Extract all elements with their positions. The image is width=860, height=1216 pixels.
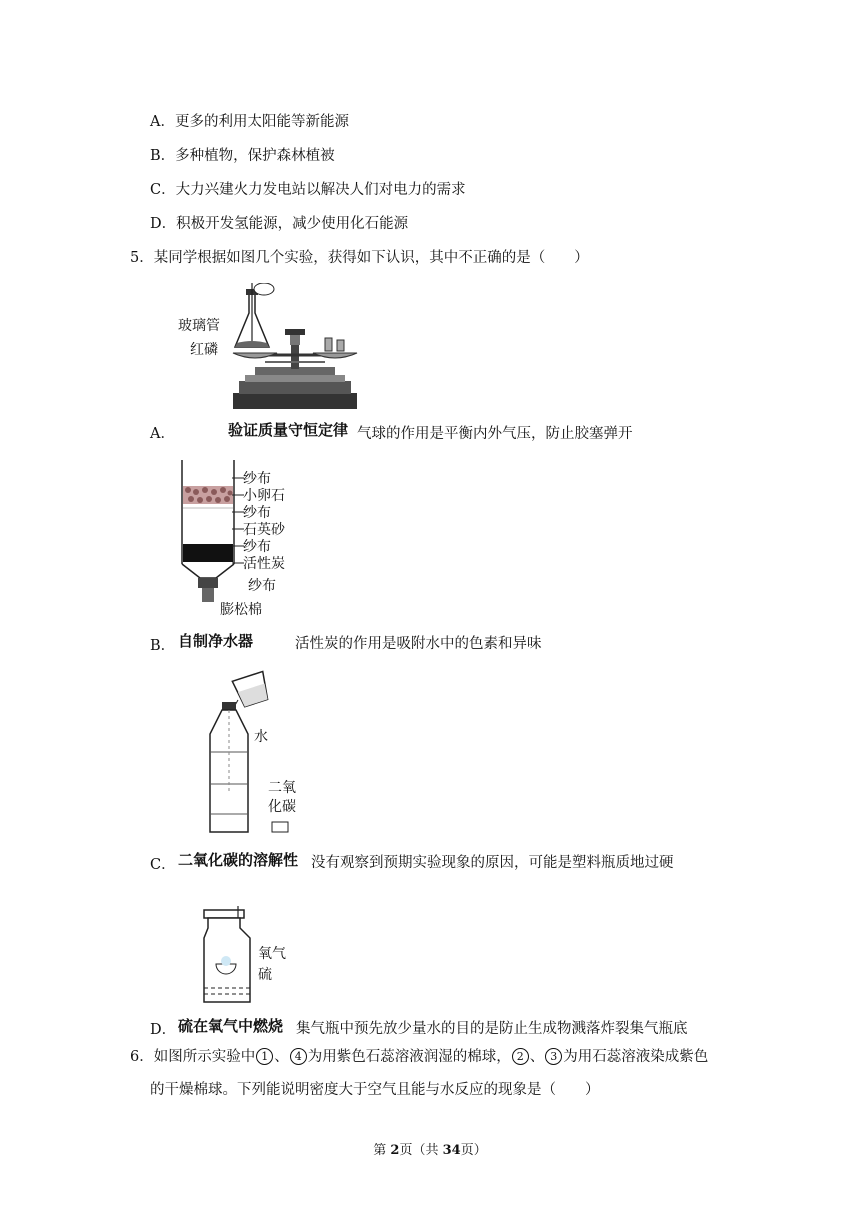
option-letter: A． (150, 426, 175, 442)
figure-caption-a: 验证质量守恒定律 (228, 421, 349, 439)
page-total: 34 (442, 1143, 461, 1158)
label-glass-tube: 玻璃管 (178, 318, 220, 334)
footer-text: 页（共 (399, 1143, 443, 1158)
figure-caption-c: 二氧化碳的溶解性 (178, 851, 299, 869)
label-co2-line1: 二氧 (268, 780, 296, 796)
option-text: 积极开发氢能源，减少使用化石能源 (176, 216, 409, 232)
filter-label-pebbles: 小卵石 (243, 488, 285, 504)
q6-text: 、 (274, 1049, 289, 1065)
q5-option-b-text: 活性炭的作用是吸附水中的色素和异味 (295, 636, 542, 652)
label-sulfur: 硫 (258, 967, 272, 983)
filter-label-gauze-4: 纱布 (248, 578, 276, 594)
circled-number: 3 (545, 1048, 562, 1065)
option-text: 更多的利用太阳能等新能源 (174, 114, 349, 130)
label-oxygen: 氧气 (258, 946, 286, 962)
q6-stem-line2: 的干燥棉球。下列能说明密度大于空气且能与水反应的现象是（ ） (150, 1082, 600, 1098)
filter-label-activated-carbon: 活性炭 (243, 556, 285, 572)
circled-number: 1 (256, 1048, 273, 1065)
circled-number: 4 (290, 1048, 307, 1065)
q6-text: 为用紫色石蕊溶液润湿的棉球， (307, 1049, 511, 1065)
option-letter: A． (150, 114, 175, 130)
q6-text: 为用石蕊溶液染成紫色 (563, 1049, 709, 1065)
filter-label-fluffy-cotton: 膨松棉 (220, 602, 262, 618)
option-letter: B． (150, 638, 176, 654)
figure-caption-d: 硫在氧气中燃烧 (178, 1017, 284, 1035)
page-footer (0, 1139, 860, 1158)
option-letter: B． (150, 148, 176, 164)
filter-label-gauze-1: 纱布 (243, 471, 271, 487)
q5-option-d (150, 1020, 176, 1040)
q6-text: 6．如图所示实验中 (130, 1049, 256, 1065)
figure-caption-b: 自制净水器 (178, 632, 254, 650)
q5-option-d-text: 集气瓶中预先放少量水的目的是防止生成物溅落炸裂集气瓶底 (296, 1021, 688, 1037)
page-number: 2 (390, 1143, 400, 1158)
filter-label-gauze-2: 纱布 (243, 505, 271, 521)
balance-flask-figure (225, 283, 365, 413)
q4-option-b (150, 146, 335, 166)
option-letter: D． (150, 216, 177, 232)
filter-label-gauze-3: 纱布 (243, 539, 271, 555)
circled-number: 2 (512, 1048, 529, 1065)
footer-text: 页） (460, 1143, 487, 1158)
q4-option-a (150, 112, 349, 132)
q5-stem: 5．某同学根据如图几个实验，获得如下认识，其中不正确的是（ ） (130, 250, 589, 266)
filter-label-leaders (232, 470, 246, 580)
q6-text: 、 (529, 1049, 545, 1065)
q5-option-b (150, 636, 175, 656)
label-co2-line2: 化碳 (268, 799, 296, 815)
q4-option-d (150, 214, 408, 234)
q5-option-a-text: 气球的作用是平衡内外气压，防止胶塞弹开 (357, 426, 633, 442)
q5-option-a (150, 424, 175, 444)
q6-stem-line1 (130, 1047, 708, 1067)
label-red-phosphorus: 红磷 (190, 342, 218, 358)
label-water: 水 (254, 729, 268, 745)
q5-option-c-text: 没有观察到预期实验现象的原因，可能是塑料瓶质地过硬 (311, 855, 674, 871)
option-letter: C． (150, 857, 176, 873)
option-text: 多种植物，保护森林植被 (175, 148, 335, 164)
footer-text: 第 (373, 1143, 391, 1158)
filter-label-quartz-sand: 石英砂 (243, 522, 285, 538)
option-letter: D． (150, 1022, 177, 1038)
q4-option-c (150, 180, 466, 200)
water-filter-figure (178, 460, 240, 605)
option-letter: C． (150, 182, 176, 198)
option-text: 大力兴建火力发电站以解决人们对电力的需求 (175, 182, 466, 198)
q5-option-c (150, 855, 176, 875)
